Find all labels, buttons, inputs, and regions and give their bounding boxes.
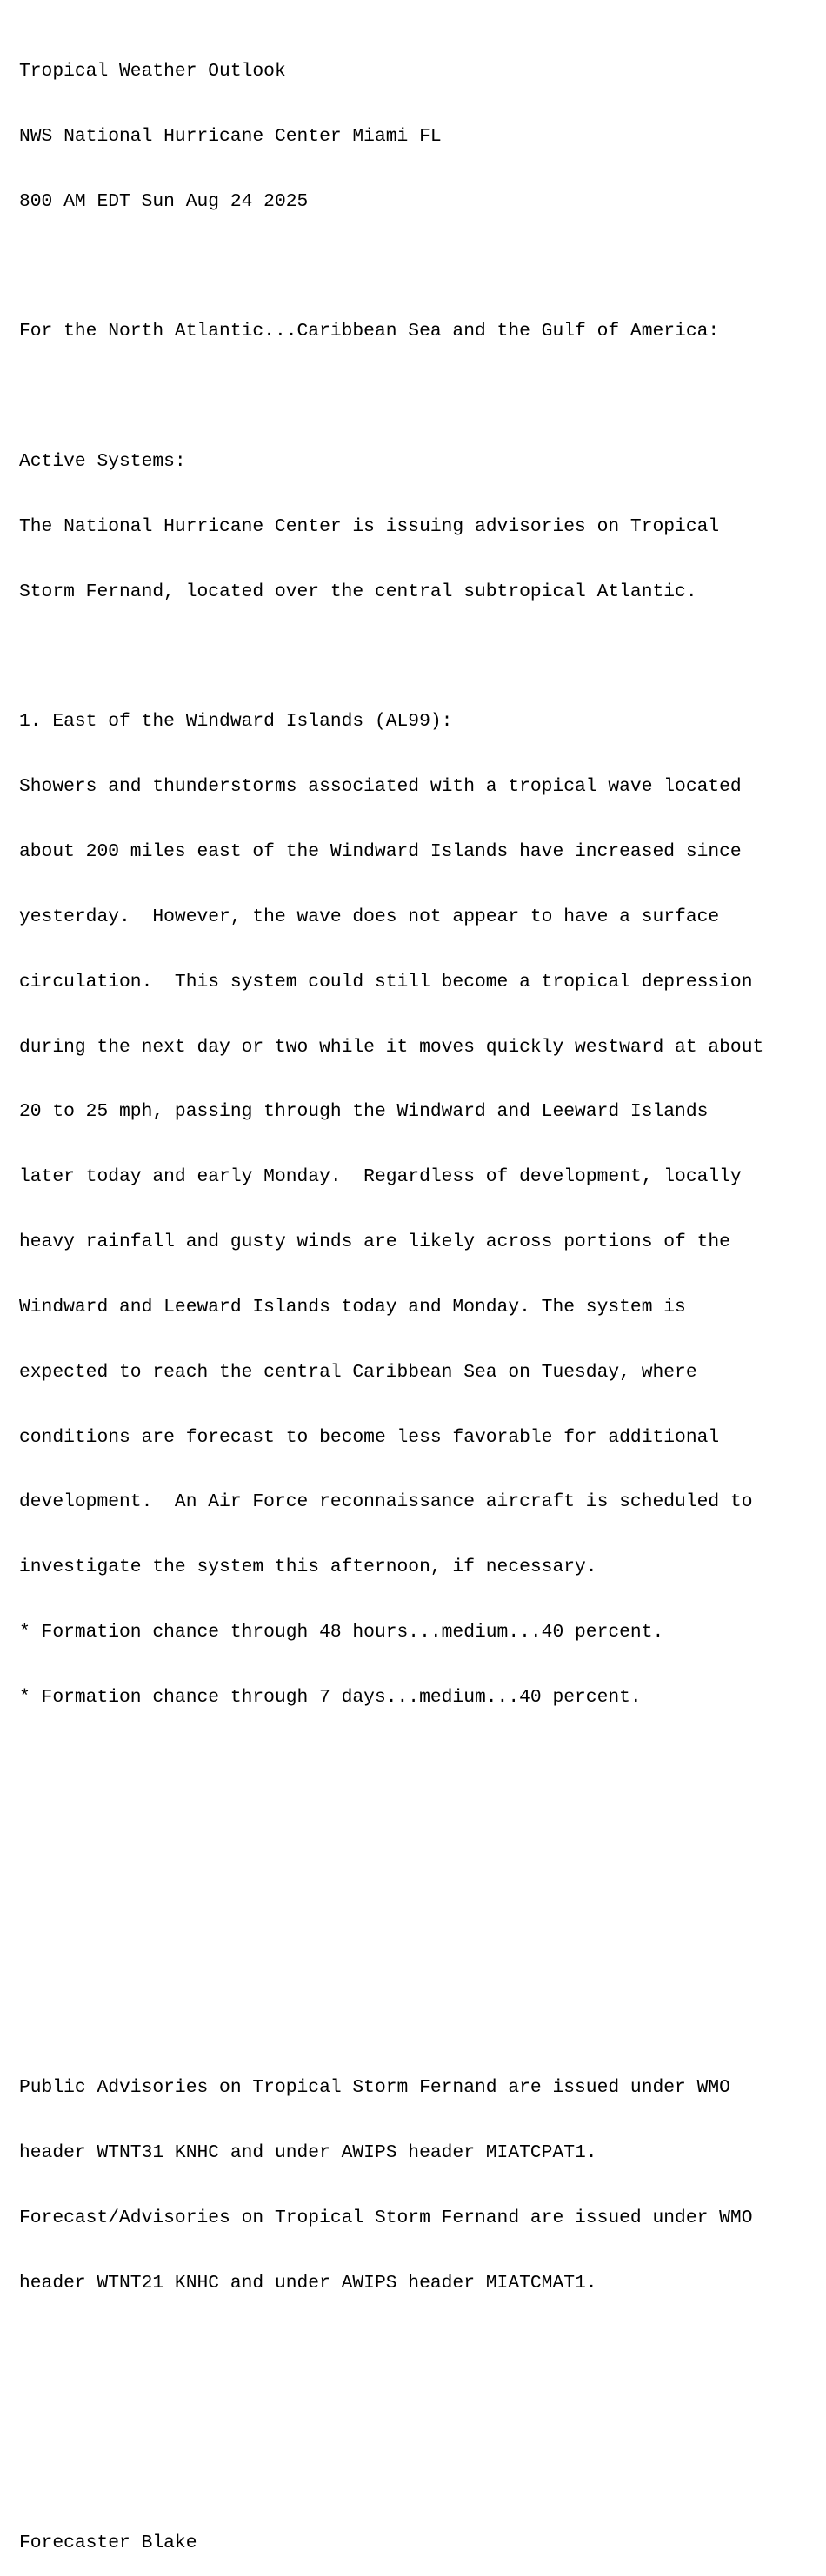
system-1-line: about 200 miles east of the Windward Islands have increased since	[19, 841, 742, 863]
blank-line	[19, 386, 826, 408]
blank-line	[19, 1817, 826, 1839]
advisory-line: Public Advisories on Tropical Storm Fernand are issued under WMO	[19, 2077, 730, 2099]
system-1-line: circulation. This system could still become a tropical depression	[19, 971, 753, 993]
blank-line	[19, 256, 826, 277]
blank-line	[19, 2402, 826, 2424]
blank-line	[19, 1752, 826, 1774]
system-1-line: development. An Air Force reconnaissance aircraft is scheduled to	[19, 1491, 753, 1513]
blank-line	[19, 1882, 826, 1904]
active-systems-heading: Active Systems:	[19, 450, 186, 472]
blank-line	[19, 2467, 826, 2489]
system-1-line: during the next day or two while it moves quickly westward at about	[19, 1036, 764, 1058]
region-statement: For the North Atlantic...Caribbean Sea and the Gulf of America:	[19, 321, 720, 342]
system-1-line: expected to reach the central Caribbean Sea on Tuesday, where	[19, 1361, 697, 1383]
advisory-line: Forecast/Advisories on Tropical Storm Fernand are issued under WMO	[19, 2207, 753, 2228]
forecaster-signature: Forecaster Blake	[19, 2532, 197, 2553]
blank-line	[19, 1947, 826, 1969]
document-title: Tropical Weather Outlook	[19, 60, 286, 82]
system-1-line: Windward and Leeward Islands today and Monday. The system is	[19, 1296, 686, 1318]
advisory-line: header WTNT21 KNHC and under AWIPS header MIATCMAT1.	[19, 2272, 597, 2294]
system-1-line: yesterday. However, the wave does not appear to have a surface	[19, 906, 720, 927]
blank-line	[19, 2012, 826, 2034]
issue-time: 800 AM EDT Sun Aug 24 2025	[19, 190, 309, 212]
active-systems-line: Storm Fernand, located over the central subtropical Atlantic.	[19, 581, 697, 602]
blank-line	[19, 2337, 826, 2359]
system-1-line: Showers and thunderstorms associated with a tropical wave located	[19, 776, 742, 798]
formation-chance-48h: * Formation chance through 48 hours...medium...40 percent.	[19, 1622, 664, 1643]
system-1-line: 20 to 25 mph, passing through the Windward and Leeward Islands	[19, 1101, 709, 1123]
blank-line	[19, 647, 826, 668]
issuing-office: NWS National Hurricane Center Miami FL	[19, 125, 442, 147]
advisory-line: header WTNT31 KNHC and under AWIPS header MIATCPAT1.	[19, 2141, 597, 2163]
system-1-heading: 1. East of the Windward Islands (AL99):	[19, 711, 453, 733]
active-systems-line: The National Hurricane Center is issuing advisories on Tropical	[19, 515, 720, 537]
formation-chance-7d: * Formation chance through 7 days...medium...40 percent.	[19, 1687, 642, 1708]
outlook-document	[19, 17, 826, 2576]
system-1-line: conditions are forecast to become less favorable for additional	[19, 1426, 720, 1448]
system-1-line: heavy rainfall and gusty winds are likely across portions of the	[19, 1232, 730, 1253]
system-1-line: investigate the system this afternoon, if necessary.	[19, 1557, 597, 1578]
system-1-line: later today and early Monday. Regardless of development, locally	[19, 1166, 742, 1188]
